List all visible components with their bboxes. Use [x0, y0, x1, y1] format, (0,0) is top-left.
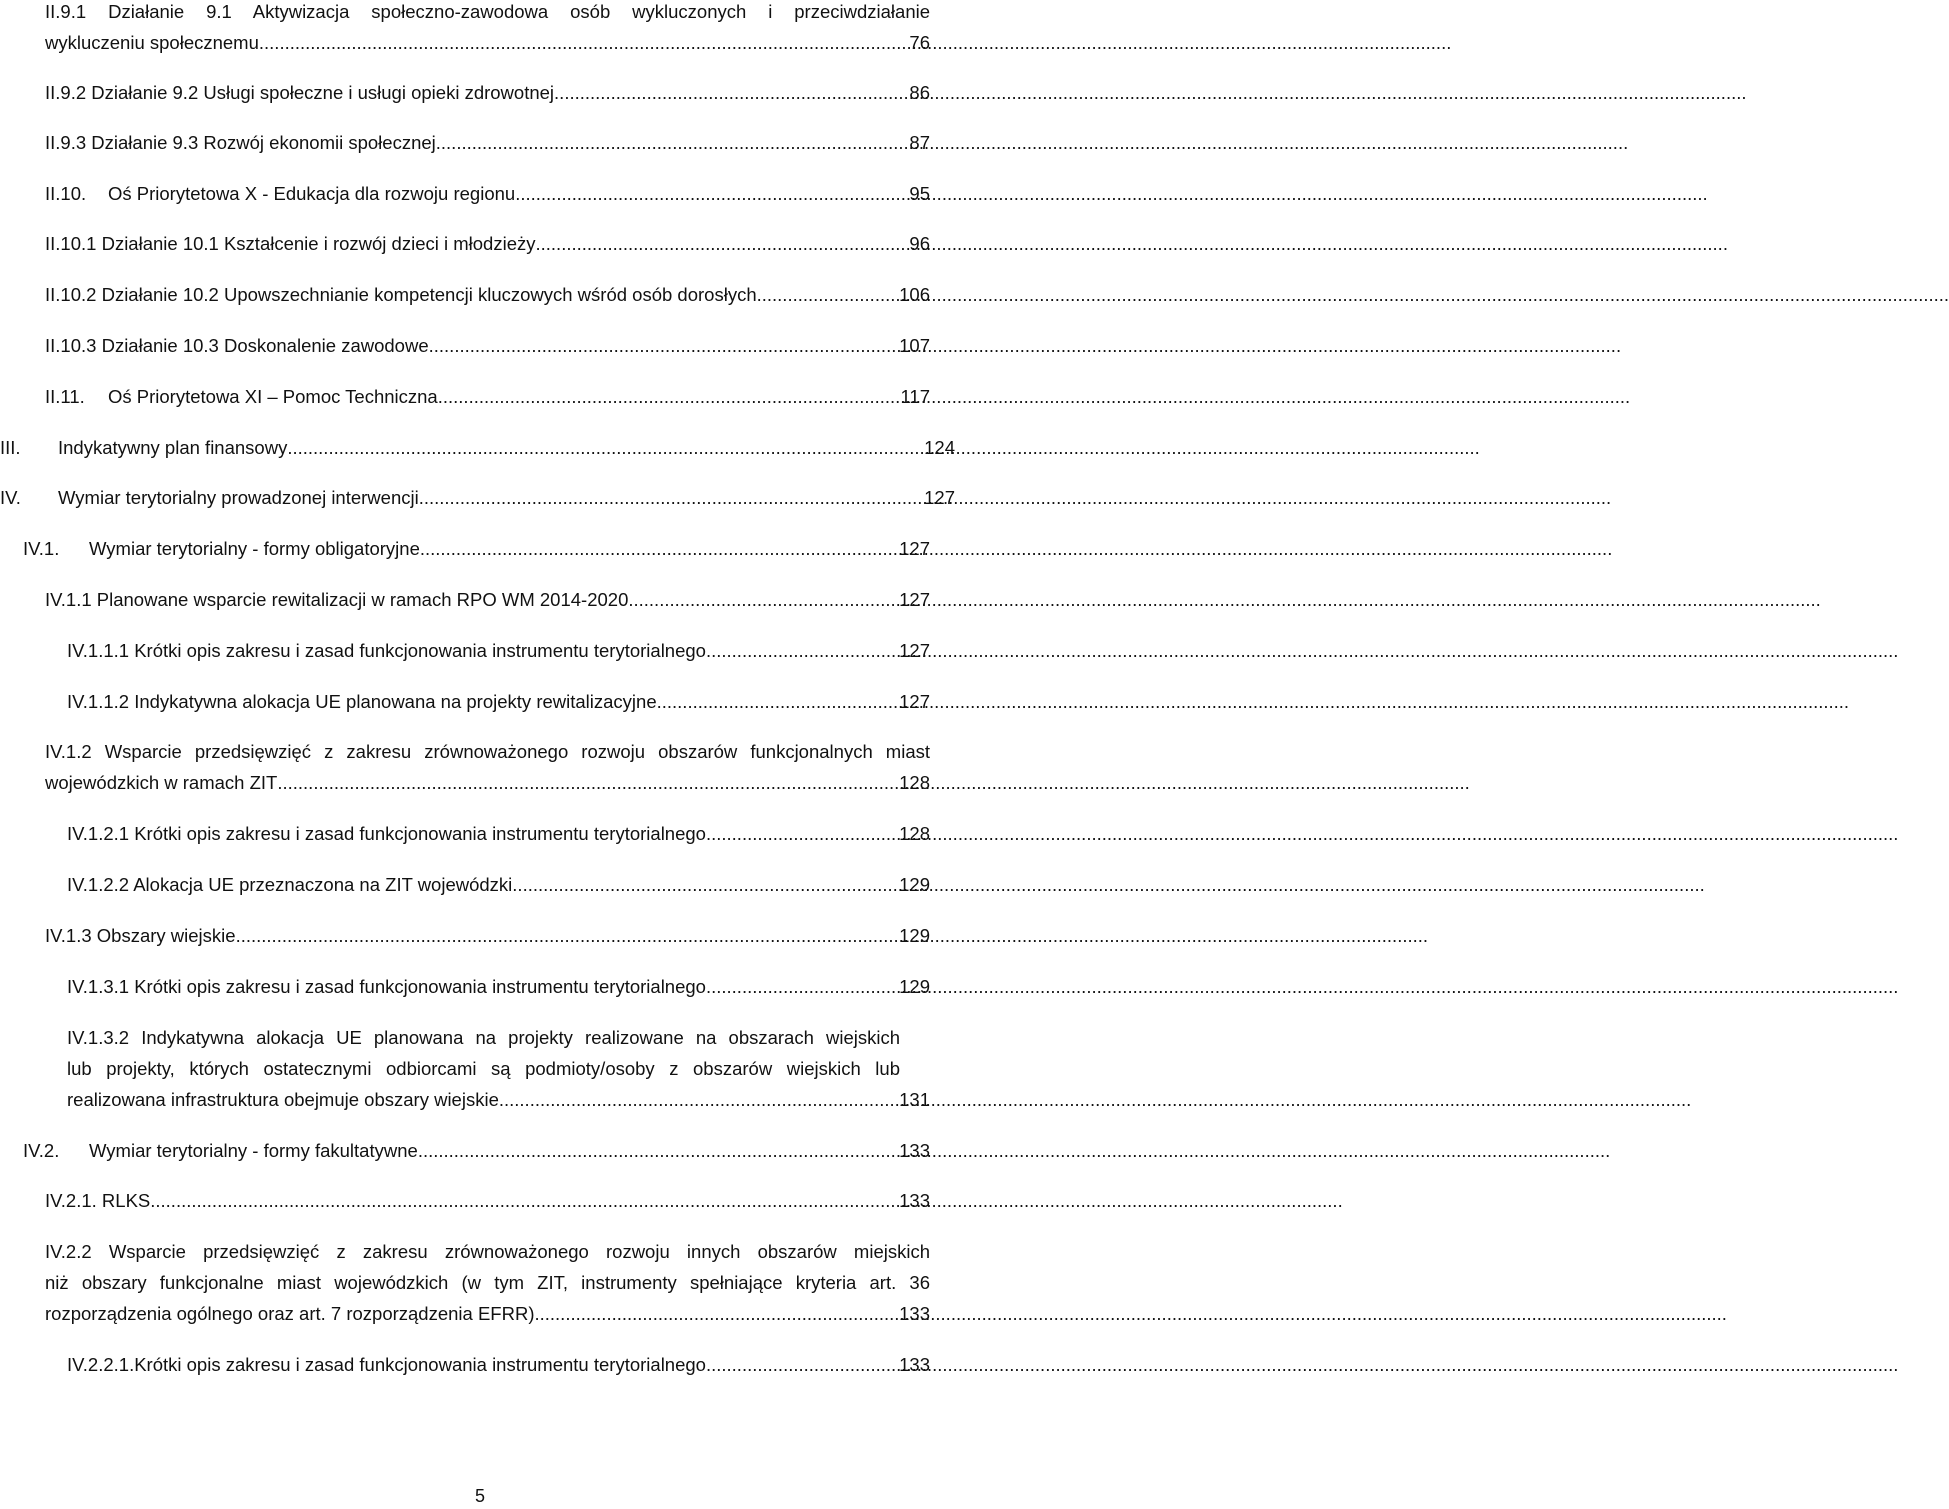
toc-entry-number: IV.1.2.1 [67, 823, 130, 844]
toc-entry-number: II.9.3 [45, 132, 87, 153]
toc-entry-heading [0, 432, 287, 463]
toc-entry-line [45, 228, 930, 259]
toc-entry[interactable] [67, 971, 930, 1002]
toc-entry[interactable] [67, 1349, 930, 1380]
toc-entry-line [45, 381, 930, 412]
toc-entry[interactable] [45, 279, 930, 310]
toc-entry-continuation[interactable] [67, 1084, 930, 1115]
toc-entry-title: wykluczeniu społecznemu [45, 32, 259, 53]
toc-entry-line [67, 869, 930, 900]
toc-leader-dots [757, 279, 900, 310]
toc-entry-number: II.9.1 [45, 1, 87, 22]
toc-entry-number: IV.1.1 [45, 589, 92, 610]
toc-leader-dots [628, 584, 899, 615]
toc-entry-line [45, 178, 930, 209]
toc-entry-number: IV.1.3 [45, 925, 92, 946]
toc-page-number: 131 [899, 1089, 930, 1110]
toc-page-number: 129 [899, 976, 930, 997]
toc-entry[interactable] [23, 1135, 930, 1166]
toc-entry[interactable] [45, 0, 930, 58]
toc-entry-title: Indykatywna alokacja UE planowana na projekty rewitalizacyjne [134, 691, 657, 712]
toc-entry-title: RLKS [101, 1190, 151, 1211]
toc-entry-heading [23, 1135, 418, 1166]
toc-page-number: 124 [924, 437, 955, 458]
toc-entry-number: IV.1.2 [45, 741, 92, 762]
toc-entry-number: IV.1. [23, 538, 60, 559]
toc-page-number: 107 [899, 335, 930, 356]
toc-entry[interactable] [0, 482, 955, 513]
toc-entry-title: Oś Priorytetowa XI – Pomoc Techniczna [108, 386, 438, 407]
toc-leader-dots [512, 869, 899, 900]
toc-entry-title: niż obszary funkcjonalne miast wojewódzkich (w tym ZIT, instrumenty spełniające kryteria art. 36 [45, 1272, 930, 1293]
toc-entry-title: Indykatywny plan finansowy [58, 437, 288, 458]
toc-leader-dots [277, 767, 899, 798]
toc-entry-title: Planowane wsparcie rewitalizacji w ramach RPO WM 2014-2020 [96, 589, 629, 610]
toc-entry-heading [45, 381, 438, 412]
toc-entry-heading [45, 279, 757, 310]
toc-entry-number: IV.2.1. [45, 1190, 97, 1211]
toc-entry-title: wojewódzkich w ramach ZIT [45, 772, 278, 793]
toc-page-number: 128 [899, 823, 930, 844]
toc-leader-dots [706, 635, 899, 666]
toc-entry[interactable] [45, 330, 930, 361]
toc-page-number: 127 [899, 589, 930, 610]
toc-page-number: 133 [899, 1303, 930, 1324]
toc-entry[interactable] [45, 228, 930, 259]
toc-entry-number: III. [0, 437, 21, 458]
toc-page-number: 95 [909, 183, 930, 204]
document-page [0, 0, 960, 1509]
toc-entry-title: Wymiar terytorialny - formy fakultatywne [89, 1140, 418, 1161]
toc-entry-line [45, 1267, 930, 1298]
toc-entry-title: realizowana infrastruktura obejmuje obszary wiejskie [67, 1089, 499, 1110]
toc-entry[interactable] [23, 533, 930, 564]
toc-entry[interactable] [45, 381, 930, 412]
toc-page-number: 86 [909, 82, 930, 103]
toc-entry-title: Działanie 9.3 Rozwój ekonomii społecznej [91, 132, 436, 153]
toc-page-number: 133 [899, 1354, 930, 1375]
toc-entry-title: Krótki opis zakresu i zasad funkcjonowania instrumentu terytorialnego [134, 823, 706, 844]
toc-page-number: 129 [899, 925, 930, 946]
toc-entry-number: IV.2. [23, 1140, 60, 1161]
toc-entry-line [67, 635, 930, 666]
toc-entry[interactable] [45, 1236, 930, 1329]
toc-page-number: 87 [909, 132, 930, 153]
toc-entry[interactable] [45, 920, 930, 951]
toc-page-number: 127 [899, 640, 930, 661]
toc-page-number: 76 [909, 32, 930, 53]
toc-entry[interactable] [45, 77, 930, 108]
toc-entry-heading [45, 330, 429, 361]
toc-leader-dots [150, 1185, 899, 1216]
toc-entry-line [45, 77, 930, 108]
toc-entry-number: IV.1.3.1 [67, 976, 130, 997]
toc-entry-number: II.9.2 [45, 82, 87, 103]
toc-entry-heading [45, 77, 554, 108]
toc-entry-heading [45, 1185, 150, 1216]
toc-entry-title: Indykatywna alokacja UE planowana na projekty realizowane na obszarach wiejskich [141, 1027, 900, 1048]
toc-entry-line [23, 533, 930, 564]
toc-entry-line [0, 432, 955, 463]
toc-page-number: 127 [899, 691, 930, 712]
toc-page-number: 128 [899, 772, 930, 793]
toc-entry-title: lub projekty, których ostatecznymi odbiorcami są podmioty/osoby z obszarów wiejskich lub [67, 1058, 900, 1079]
toc-entry-line [67, 971, 930, 1002]
toc-entry-number: IV.1.1.2 [67, 691, 130, 712]
toc-entry-title: Obszary wiejskie [96, 925, 236, 946]
toc-leader-dots [259, 27, 910, 58]
toc-entry-title: Krótki opis zakresu i zasad funkcjonowania instrumentu terytorialnego [134, 976, 706, 997]
toc-entry-number: IV.1.3.2 [67, 1027, 130, 1048]
toc-leader-dots [419, 482, 924, 513]
toc-entry[interactable] [45, 1185, 930, 1216]
toc-entry[interactable] [45, 584, 930, 615]
toc-entry[interactable] [67, 869, 930, 900]
toc-entry-line [45, 27, 930, 58]
toc-entry-line [45, 1185, 930, 1216]
toc-page-number: 133 [899, 1140, 930, 1161]
toc-entry[interactable] [0, 432, 955, 463]
toc-leader-dots [499, 1084, 899, 1115]
toc-entry-line [45, 767, 930, 798]
toc-leader-dots [657, 686, 900, 717]
toc-entry-title: Wymiar terytorialny - formy obligatoryjne [89, 538, 420, 559]
toc-entry-title: Działanie 10.1 Kształcenie i rozwój dzieci i młodzieży [101, 233, 536, 254]
toc-entry-line [45, 0, 930, 27]
toc-entry-heading [45, 228, 536, 259]
toc-entry-line [0, 482, 955, 513]
toc-entry[interactable] [45, 127, 930, 158]
toc-leader-dots [536, 228, 910, 259]
toc-page-number: 133 [899, 1190, 930, 1211]
toc-entry-heading [45, 178, 515, 209]
toc-entry-heading [67, 818, 706, 849]
toc-entry-number: II.10.1 [45, 233, 97, 254]
toc-entry-number: II.10. [45, 183, 87, 204]
toc-entry-line [45, 330, 930, 361]
toc-entry-line [45, 279, 930, 310]
toc-entry-number: IV.2.2 [45, 1241, 92, 1262]
toc-entry-number: IV.1.1.1 [67, 640, 130, 661]
toc-entry[interactable] [67, 686, 930, 717]
toc-leader-dots [515, 178, 909, 209]
toc-entry-heading [45, 127, 436, 158]
toc-entry-line [45, 584, 930, 615]
toc-entry-title: Alokacja UE przeznaczona na ZIT wojewódzki [133, 874, 513, 895]
toc-entry[interactable] [45, 736, 930, 798]
toc-page-number: 117 [900, 386, 930, 407]
toc-leader-dots [706, 1349, 899, 1380]
toc-entry-title: rozporządzenia ogólnego oraz art. 7 rozporządzenia EFRR) [45, 1303, 535, 1324]
toc-entry-number: IV.2.2.1. [67, 1354, 135, 1375]
toc-page-number: 96 [909, 233, 930, 254]
toc-page-number: 106 [899, 284, 930, 305]
page-number: 5 [474, 1486, 485, 1506]
toc-entry-line [67, 1084, 930, 1115]
toc-entry-number: II.10.3 [45, 335, 97, 356]
toc-entry-number: II.11. [45, 386, 85, 407]
toc-entry-number: IV.1.2.2 [67, 874, 130, 895]
toc-entry-heading [67, 1349, 706, 1380]
toc-entry-number: IV. [0, 487, 21, 508]
toc-entry-heading [45, 920, 236, 951]
toc-entry-line [45, 1236, 930, 1267]
toc-entry-heading [67, 869, 512, 900]
toc-leader-dots [236, 920, 900, 951]
toc-entry-heading [0, 482, 419, 513]
toc-page-number: 129 [899, 874, 930, 895]
toc-entry-line [45, 1298, 930, 1329]
toc-entry-line [67, 818, 930, 849]
toc-entry-number: II.10.2 [45, 284, 97, 305]
toc-page-number: 127 [924, 487, 955, 508]
toc-entry-heading [23, 533, 420, 564]
toc-entry-line [67, 1022, 900, 1053]
toc-leader-dots [420, 533, 899, 564]
toc-leader-dots [534, 1298, 899, 1329]
toc-entry-title: Oś Priorytetowa X - Edukacja dla rozwoju regionu [108, 183, 516, 204]
toc-entry-title: Wymiar terytorialny prowadzonej interwencji [58, 487, 419, 508]
toc-entry-line [67, 1349, 930, 1380]
toc-entry-heading [67, 686, 657, 717]
toc-leader-dots [438, 381, 901, 412]
toc-entry-title: Działanie 9.2 Usługi społeczne i usługi opieki zdrowotnej [91, 82, 555, 103]
toc-leader-dots [706, 971, 899, 1002]
toc-entry[interactable] [45, 178, 930, 209]
toc-entry-line [67, 686, 930, 717]
toc-leader-dots [287, 432, 924, 463]
toc-entry-line [45, 127, 930, 158]
toc-entry-title: Działanie 10.2 Upowszechnianie kompetencji kluczowych wśród osób dorosłych [101, 284, 757, 305]
toc-entry-heading [67, 971, 706, 1002]
toc-entry-line [45, 920, 930, 951]
toc-leader-dots [554, 77, 909, 108]
toc-entry[interactable] [67, 1022, 900, 1084]
toc-page-number: 127 [899, 538, 930, 559]
toc-leader-dots [429, 330, 900, 361]
toc-entry-title: Działanie 10.3 Doskonalenie zawodowe [101, 335, 429, 356]
toc-entry[interactable] [67, 635, 930, 666]
toc-leader-dots [436, 127, 910, 158]
toc-entry-heading [67, 635, 706, 666]
toc-entry-line [23, 1135, 930, 1166]
toc-entry-title: Krótki opis zakresu i zasad funkcjonowania instrumentu terytorialnego [134, 1354, 706, 1375]
toc-entry-title: Wsparcie przedsięwzięć z zakresu zrównoważonego rozwoju obszarów funkcjonalnych miast [104, 741, 930, 762]
toc-entry-line [67, 1053, 900, 1084]
toc-entry-title: Wsparcie przedsięwzięć z zakresu zrównoważonego rozwoju innych obszarów miejskich [108, 1241, 930, 1262]
toc-entry-heading [45, 584, 628, 615]
toc-leader-dots [418, 1135, 899, 1166]
toc-entry[interactable] [67, 818, 930, 849]
toc-entry-title: Krótki opis zakresu i zasad funkcjonowania instrumentu terytorialnego [134, 640, 706, 661]
toc-entry-title: Działanie 9.1 Aktywizacja społeczno-zawodowa osób wykluczonych i przeciwdziałanie [108, 1, 931, 22]
toc-leader-dots [706, 818, 899, 849]
toc-entry-line [45, 736, 930, 767]
